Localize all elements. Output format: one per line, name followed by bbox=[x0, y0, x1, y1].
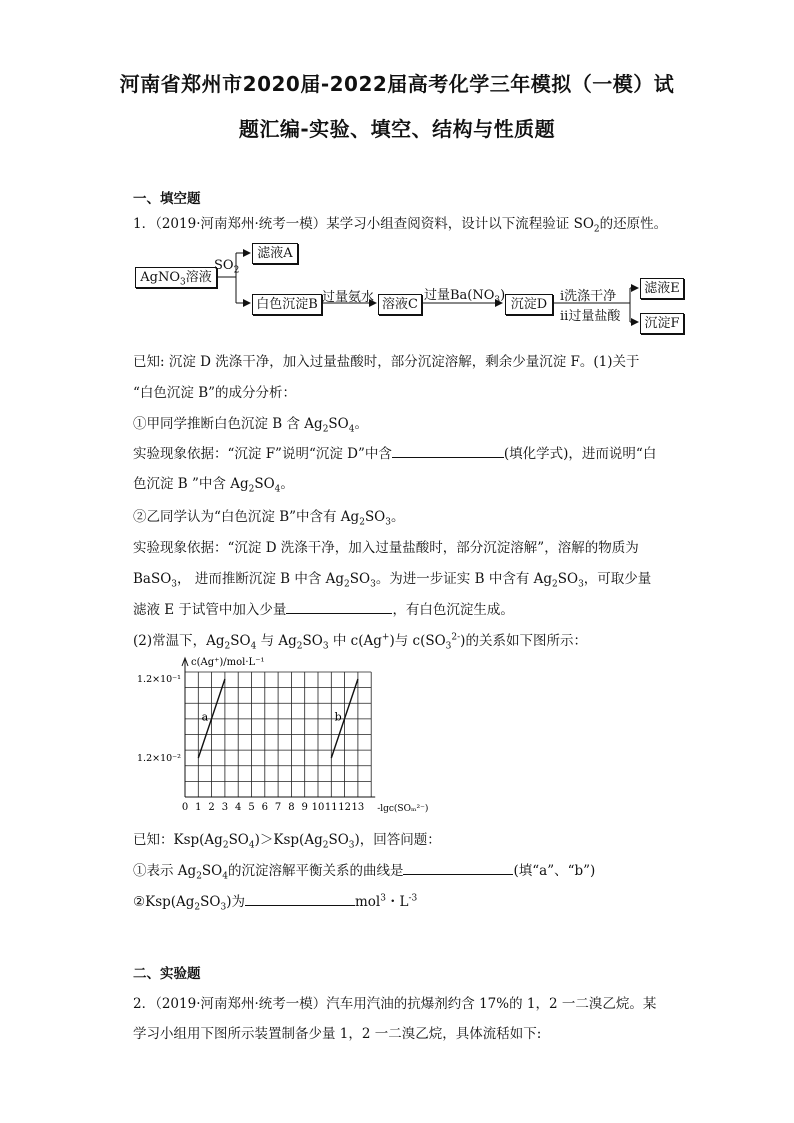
q1-part1-conclusion: 色沉淀 B ”中含 $Ag_2SO_4$。 bbox=[133, 476, 294, 495]
series-label-b: b bbox=[334, 710, 342, 724]
x-axis-label: -lgc(SOₘ²⁻) bbox=[377, 804, 429, 814]
answer-blank-1[interactable] bbox=[392, 445, 504, 458]
x-tick-label: 11 bbox=[324, 802, 338, 813]
x-tick-label: 2 bbox=[208, 802, 215, 813]
x-tick-label: 6 bbox=[261, 802, 268, 813]
flow-box-precipitate-f: 沉淀F bbox=[640, 313, 684, 334]
flow-label-ba-nitrate: 过量$Ba(NO_3)$ bbox=[424, 288, 506, 306]
flow-label-wash: i洗涤干净 bbox=[560, 289, 617, 304]
q1-question-curve: ①表示 $Ag_2SO_4$的沉淀溶解平衡关系的曲线是 (填“a”、“b”) bbox=[133, 863, 596, 882]
x-tick-label: 13 bbox=[351, 802, 365, 813]
y-tick-label: 1.2×10⁻¹ bbox=[137, 674, 181, 685]
flow-box-precipitate-d: 沉淀D bbox=[505, 294, 553, 315]
answer-blank-2[interactable] bbox=[286, 601, 392, 614]
x-tick-label: 1 bbox=[195, 802, 202, 813]
y-axis-label: c(Ag⁺)/mol·L⁻¹ bbox=[191, 657, 265, 668]
x-tick-label: 5 bbox=[248, 802, 255, 813]
x-tick-label: 3 bbox=[221, 802, 229, 813]
x-tick-label: 10 bbox=[311, 802, 325, 813]
x-tick-label: 8 bbox=[288, 802, 295, 813]
q1-known-line1: 已知: 沉淀 D 洗涤干净，加入过量盐酸时，部分沉淀溶解，剩余少量沉淀 F。(1)关于 bbox=[133, 354, 640, 370]
q1-known-line2: “白色沉淀 B”的成分分析： bbox=[133, 385, 297, 401]
q1-part2-inference: BaSO$_3$， 进而推断沉淀 B 中含 $Ag_2SO_3$。为进一步证实 B 中含有 $Ag_2SO_3$，可取少量 bbox=[133, 571, 652, 590]
y-tick-label: 1.2×10⁻² bbox=[137, 753, 181, 764]
flow-label-acid: ii过量盐酸 bbox=[560, 309, 621, 324]
flow-box-precipitate-b: 白色沉淀B bbox=[252, 294, 322, 315]
answer-blank-3[interactable] bbox=[403, 862, 513, 875]
q1-question-ksp: $②Ksp(Ag_2SO_3)$为 mol$^3$・$L^{-3}$ bbox=[133, 893, 418, 913]
q1-part1-evidence: 实验现象依据：“沉淀 F”说明“沉淀 D”中含 (填化学式)，进而说明“白 bbox=[133, 446, 657, 462]
flow-label-ammonia: 过量氨水 bbox=[322, 290, 375, 305]
flow-label-so2: $SO_2$ bbox=[214, 258, 240, 276]
q1-part1-claim: ①甲同学推断白色沉淀 B 含 $Ag_2SO_4$。 bbox=[133, 416, 368, 435]
flow-box-solution-c: 溶液C bbox=[378, 294, 422, 315]
flow-box-filtrate-e: 滤液E bbox=[640, 278, 684, 299]
page-title-line1: 河南省郑州市2020届-2022届高考化学三年模拟（一模）试 bbox=[119, 72, 675, 96]
q2-line1: 2．（2019·河南郑州·统考一模）汽车用汽油的抗爆剂约含 17%的 1，2 一二溴乙烷。某 bbox=[133, 996, 657, 1012]
q1-part2-evidence: 实验现象依据：“沉淀 D 洗涤干净，加入过量盐酸时，部分沉淀溶解”，溶解的物质为 bbox=[133, 540, 639, 556]
x-tick-label: 9 bbox=[301, 802, 308, 813]
q2-line2: 学习小组用下图所示装置制备少量 1，2 一二溴乙烷，具体流秳如下: bbox=[133, 1026, 542, 1042]
x-tick-label: 7 bbox=[274, 802, 282, 813]
answer-blank-4[interactable] bbox=[245, 893, 355, 906]
section-heading-fill-in: 一、填空题 bbox=[133, 191, 201, 207]
section-heading-experiment: 二、实验题 bbox=[133, 966, 201, 982]
series-label-a: a bbox=[201, 710, 209, 724]
page-title-line2: 题汇编-实验、填空、结构与性质题 bbox=[238, 117, 556, 141]
flow-box-agno3: AgNO$_3$溶液 bbox=[135, 267, 217, 288]
q1-part3-intro: (2)常温下，$Ag_2SO_4$ 与 $Ag_2SO_3$ 中 c(Ag+)与 $c(SO_3^{2-})$的关系如下图所示： bbox=[133, 632, 587, 652]
q1-part2-test: 滤液 E 于试管中加入少量 ，有白色沉淀生成。 bbox=[133, 602, 514, 618]
x-tick-label: 12 bbox=[338, 802, 351, 813]
q1-known-ksp: 已知：$Ksp(Ag_2SO_4)>Ksp(Ag_2SO_3)$，回答问题： bbox=[133, 832, 441, 851]
q1-intro: 1．（2019·河南郑州·统考一模）某学习小组查阅资料，设计以下流程验证 $SO_2$的还原性。 bbox=[133, 216, 668, 235]
x-tick-label: 4 bbox=[235, 802, 242, 813]
solubility-chart bbox=[130, 652, 430, 820]
q1-part2-claim: ②乙同学认为“白色沉淀 B”中含有 $Ag_2SO_3$。 bbox=[133, 509, 405, 528]
x-tick-label: 0 bbox=[181, 802, 189, 813]
flow-box-filtrate-a: 滤液A bbox=[252, 243, 298, 264]
